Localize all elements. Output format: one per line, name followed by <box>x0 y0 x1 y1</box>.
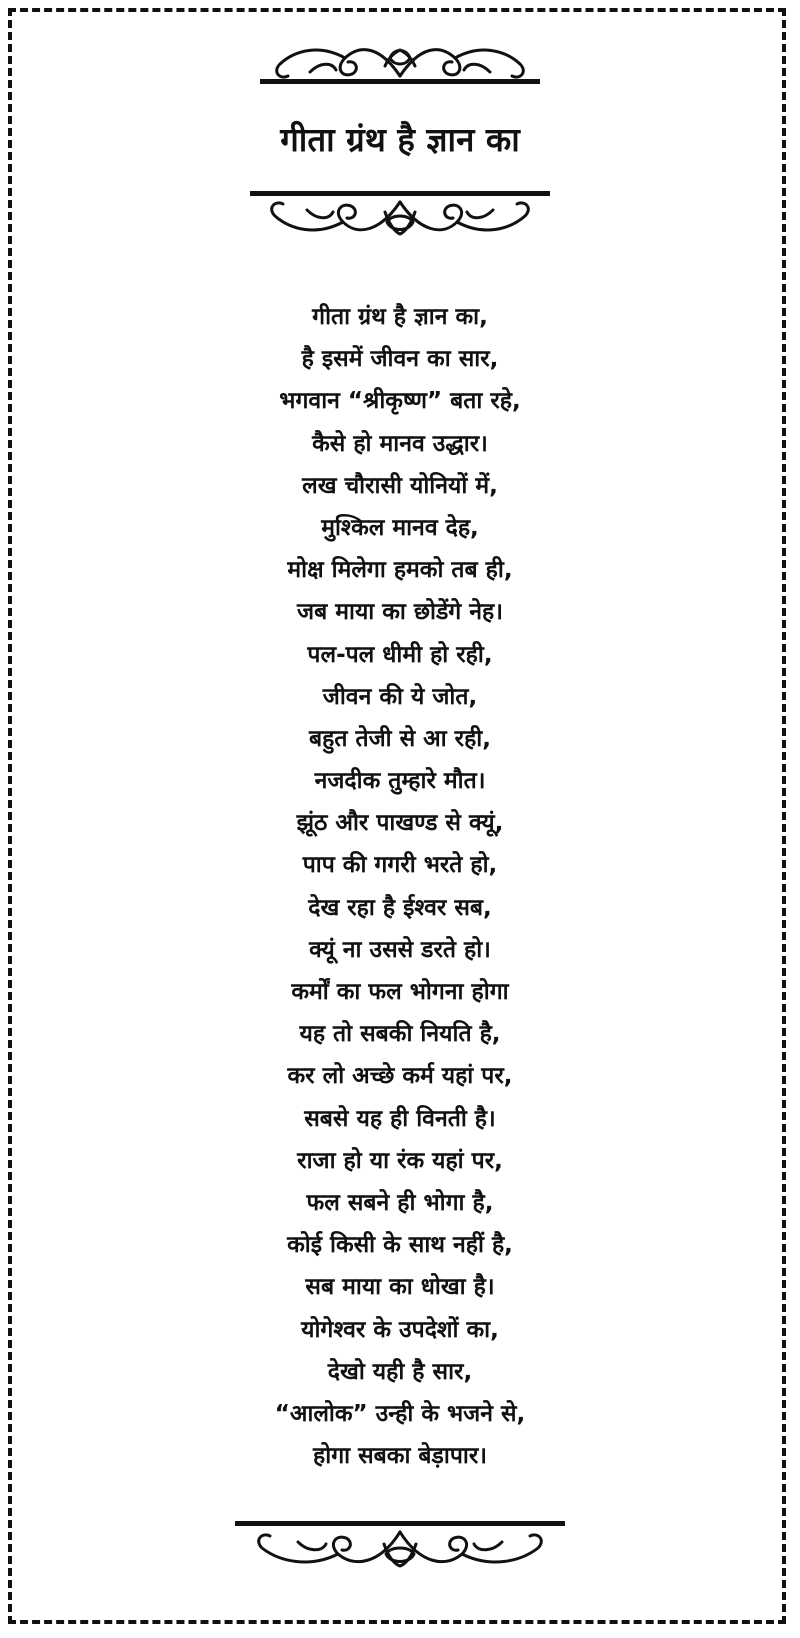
poem-line: सबसे यह ही विनती है। <box>304 1105 496 1132</box>
bottom-flourish-ornament <box>230 1518 570 1578</box>
poem-line: देखो यही है सार, <box>327 1358 473 1385</box>
poem-line: कर्मों का फल भोगना होगा <box>291 979 509 1005</box>
poem-line: पल-पल धीमी हो रही, <box>307 641 493 668</box>
poem-line: जब माया का छोडेंगे नेह। <box>297 599 503 626</box>
poem-line: कोई किसी के साथ नहीं है, <box>287 1232 513 1259</box>
poem-line: झूंठ और पाखण्ड से क्यूं, <box>296 810 504 837</box>
poem-line: मुश्किल मानव देह, <box>321 514 479 541</box>
top-flourish-ornament <box>250 36 550 88</box>
poem-line: यह तो सबकी नियति है, <box>299 1021 501 1048</box>
poem-line: जीवन की ये जोत, <box>322 683 478 710</box>
poem-line: भगवान “श्रीकृष्ण” बता रहे, <box>279 388 521 415</box>
poem-line: पाप की गगरी भरते हो, <box>302 852 498 879</box>
poem-line: नजदीक तुम्हारे मौत। <box>314 768 486 795</box>
poem-line: कैसे हो मानव उद्धार। <box>312 430 488 457</box>
poem-line: राजा हो या रंक यहां पर, <box>297 1147 503 1174</box>
poem-line: मोक्ष मिलेगा हमको तब ही, <box>287 557 513 584</box>
poem-line: लख चौरासी योनियों में, <box>302 472 498 499</box>
poem-line: देख रहा है ईश्वर सब, <box>308 894 492 921</box>
poem-line: कर लो अच्छे कर्म यहां पर, <box>287 1063 513 1090</box>
poem-line: बहुत तेजी से आ रही, <box>309 725 491 752</box>
poem-line: सब माया का धोखा है। <box>305 1274 495 1301</box>
poem-line: क्यूं ना उससे डरते हो। <box>309 936 491 963</box>
middle-flourish-ornament <box>245 188 555 244</box>
poem-body <box>0 296 800 1477</box>
poem-line: होगा सबका बेड़ापार। <box>313 1443 487 1470</box>
poem-line: है इसमें जीवन का सार, <box>301 346 499 373</box>
poem-line: गीता ग्रंथ है ज्ञान का, <box>312 304 488 330</box>
poem-line: फल सबने ही भोगा है, <box>306 1189 494 1216</box>
poem-line: “आलोक” उन्ही के भजने से, <box>274 1400 526 1427</box>
poem-title: गीता ग्रंथ है ज्ञान का <box>280 120 520 159</box>
poem-line: योगेश्वर के उपदेशों का, <box>301 1316 499 1343</box>
